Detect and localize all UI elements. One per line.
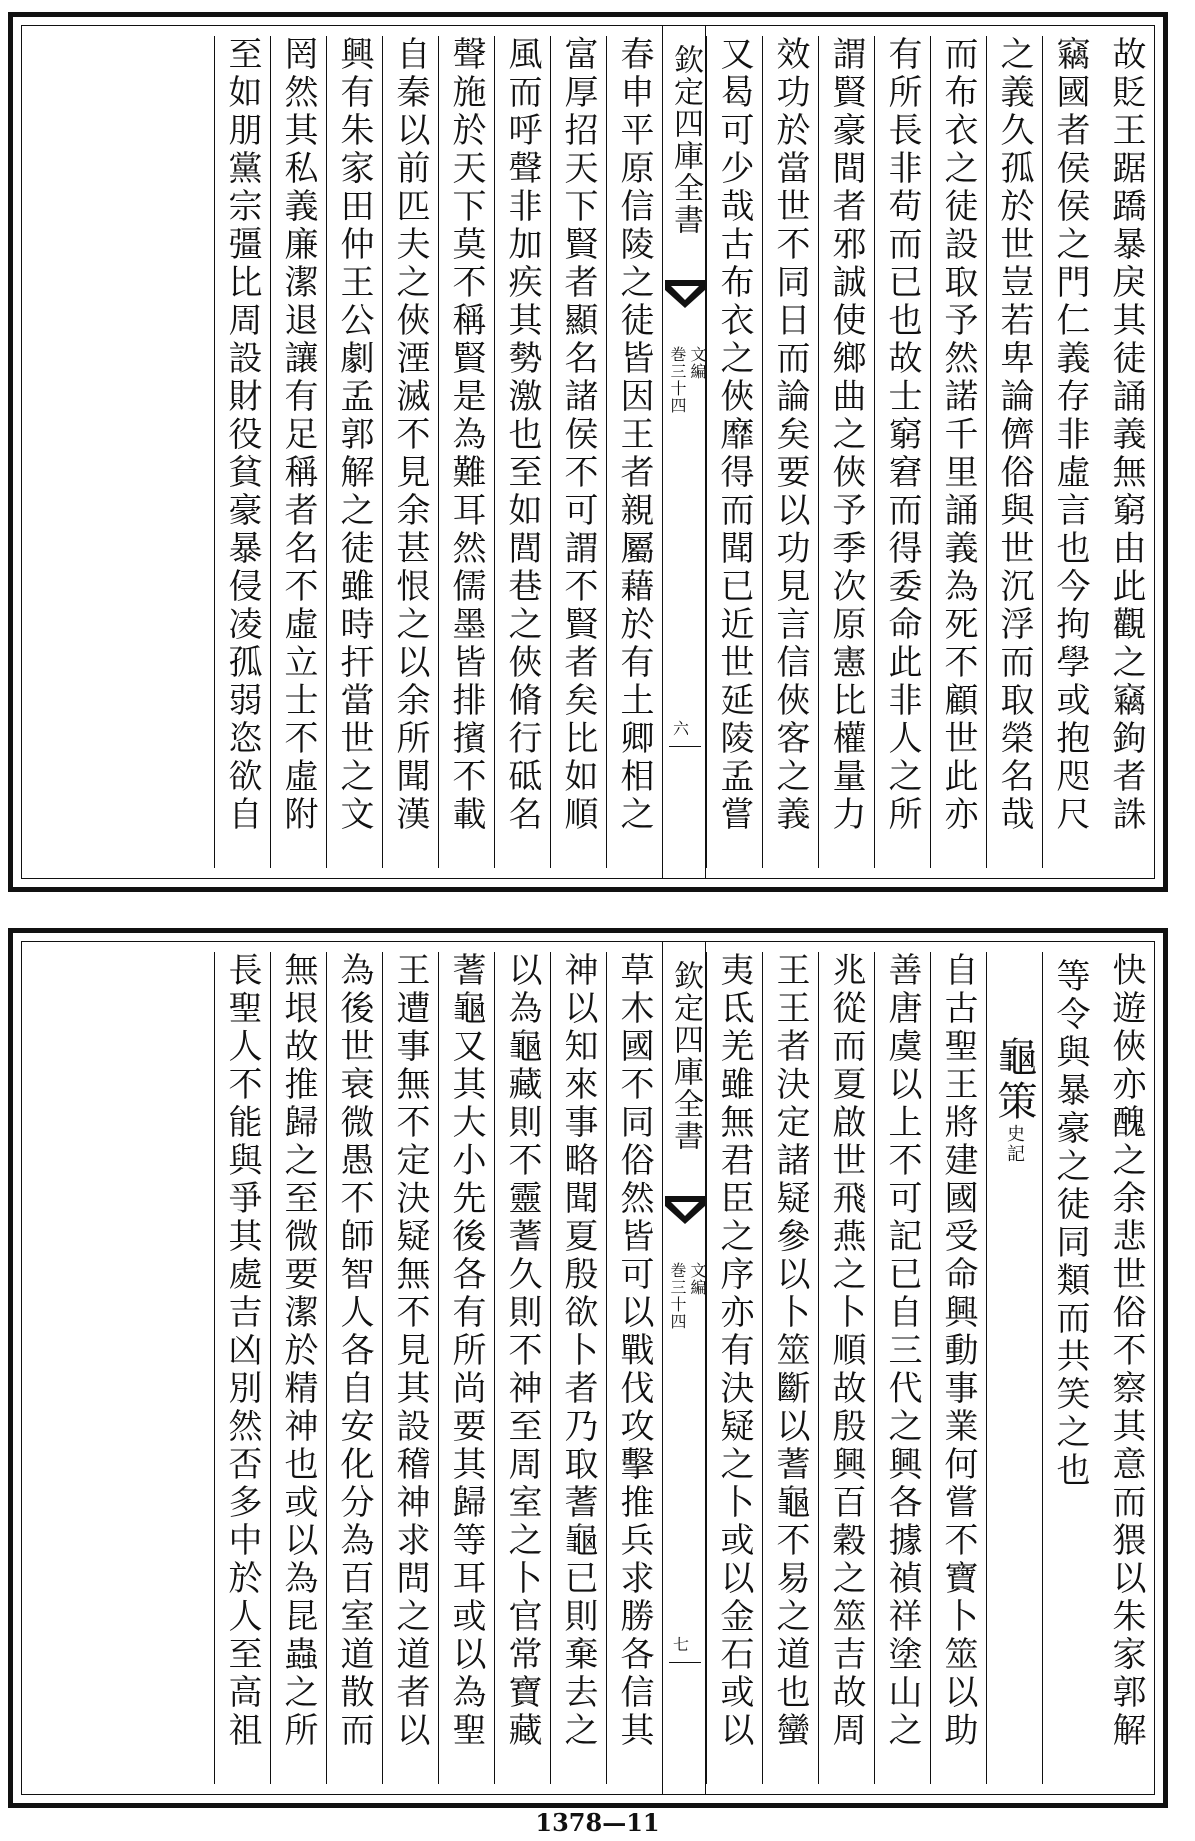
banner-divider <box>669 1662 701 1663</box>
text-column: 富厚招天下賢者顯名諸侯不可謂不賢者矣比如順 <box>550 36 606 868</box>
text-column: 春申平原信陵之徒皆因王者親屬藉於有土卿相之 <box>606 36 662 868</box>
text-column: 自古聖王將建國受命興動事業何嘗不寶卜筮以助 <box>930 952 986 1784</box>
text-column: 聲施於天下莫不稱賢是為難耳然儒墨皆排擯不載 <box>438 36 494 868</box>
text-column: 又曷可少哉古布衣之俠靡得而聞已近世延陵孟嘗 <box>706 36 762 868</box>
section-title-note: 史記 <box>1004 1124 1025 1164</box>
text-column: 而布衣之徒設取予然諾千里誦義為死不顧世此亦 <box>930 36 986 868</box>
banner-section-line1: 文編 <box>688 346 707 380</box>
bottom-page <box>8 928 1168 1808</box>
text-column: 等令與暴豪之徒同類而共笑之也 <box>1042 952 1098 1784</box>
text-column: 兆從而夏啟世飛燕之卜順故殷興百穀之筮吉故周 <box>818 952 874 1784</box>
banner-column <box>662 26 706 878</box>
text-column: 至如朋黨宗彊比周設財役貧豪暴侵凌孤弱恣欲自 <box>214 36 270 868</box>
banner-leaf-number: 六 <box>673 719 690 738</box>
text-column: 快遊俠亦醜之余悲世俗不察其意而猥以朱家郭解 <box>1106 952 1146 1750</box>
text-column: 故貶王踞蹻暴戾其徒誦義無窮由此觀之竊鉤者誅 <box>1106 36 1146 834</box>
page-number: 1378—11 <box>535 1808 660 1837</box>
fishtail-mark-icon <box>663 1194 707 1230</box>
text-column: 興有朱家田仲王公劇孟郭解之徒雖時扞當世之文 <box>326 36 382 868</box>
text-column: 竊國者侯侯之門仁義存非虛言也今拘學或抱咫尺 <box>1042 36 1098 868</box>
text-column: 神以知來事略聞夏殷欲卜者乃取蓍龜已則棄去之 <box>550 952 606 1784</box>
section-title-column <box>986 952 1042 1784</box>
text-column: 風而呼聲非加疾其勢激也至如閭巷之俠脩行砥名 <box>494 36 550 868</box>
text-column: 長聖人不能與爭其處吉凶別然否多中於人至高祖 <box>214 952 270 1784</box>
text-column: 王王者決定諸疑參以卜筮斷以蓍龜不易之道也蠻 <box>762 952 818 1784</box>
text-column: 蓍龜又其大小先後各有所尚要其歸等耳或以為聖 <box>438 952 494 1784</box>
fishtail-mark-icon <box>663 278 707 314</box>
banner-divider <box>669 746 701 747</box>
text-column: 善唐虞以上不可記已自三代之興各據禎祥塗山之 <box>874 952 930 1784</box>
banner-title: 欽定四庫全書 <box>668 44 703 236</box>
section-title: 龜策 <box>991 1036 1037 1124</box>
text-column: 以為龜藏則不靈蓍久則不神至周室之卜官常寶藏 <box>494 952 550 1784</box>
banner-section <box>663 346 707 414</box>
text-column: 無垠故推歸之至微要潔於精神也或以為昆蟲之所 <box>270 952 326 1784</box>
banner-section <box>663 1262 707 1330</box>
banner-title: 欽定四庫全書 <box>668 960 703 1152</box>
banner-section-line1: 文編 <box>688 1262 707 1296</box>
top-page-frame <box>21 25 1155 879</box>
banner-section-line2: 巻三十四 <box>668 1262 687 1330</box>
text-column: 自秦以前匹夫之俠湮滅不見余甚恨之以余所聞漢 <box>382 36 438 868</box>
text-column: 效功於當世不同日而論矣要以功見言信俠客之義 <box>762 36 818 868</box>
bottom-page-frame <box>21 941 1155 1795</box>
top-page <box>8 12 1168 892</box>
text-column: 草木國不同俗然皆可以戰伐攻擊推兵求勝各信其 <box>606 952 662 1784</box>
text-column: 之義久孤於世豈若卑論儕俗與世沉浮而取榮名哉 <box>986 36 1042 868</box>
text-column: 夷氐羌雖無君臣之序亦有決疑之卜或以金石或以 <box>706 952 762 1784</box>
banner-section-line2: 巻三十四 <box>668 346 687 414</box>
banner-column <box>662 942 706 1794</box>
banner-leaf-number: 七 <box>673 1635 690 1654</box>
text-column: 王遭事無不定決疑無不見其設稽神求問之道者以 <box>382 952 438 1784</box>
text-column: 有所長非苟而已也故士窮窘而得委命此非人之所 <box>874 36 930 868</box>
text-column: 為後世衰微愚不師智人各自安化分為百室道散而 <box>326 952 382 1784</box>
text-column: 謂賢豪間者邪誠使鄉曲之俠予季次原憲比權量力 <box>818 36 874 868</box>
text-column: 罔然其私義廉潔退讓有足稱者名不虛立士不虛附 <box>270 36 326 868</box>
